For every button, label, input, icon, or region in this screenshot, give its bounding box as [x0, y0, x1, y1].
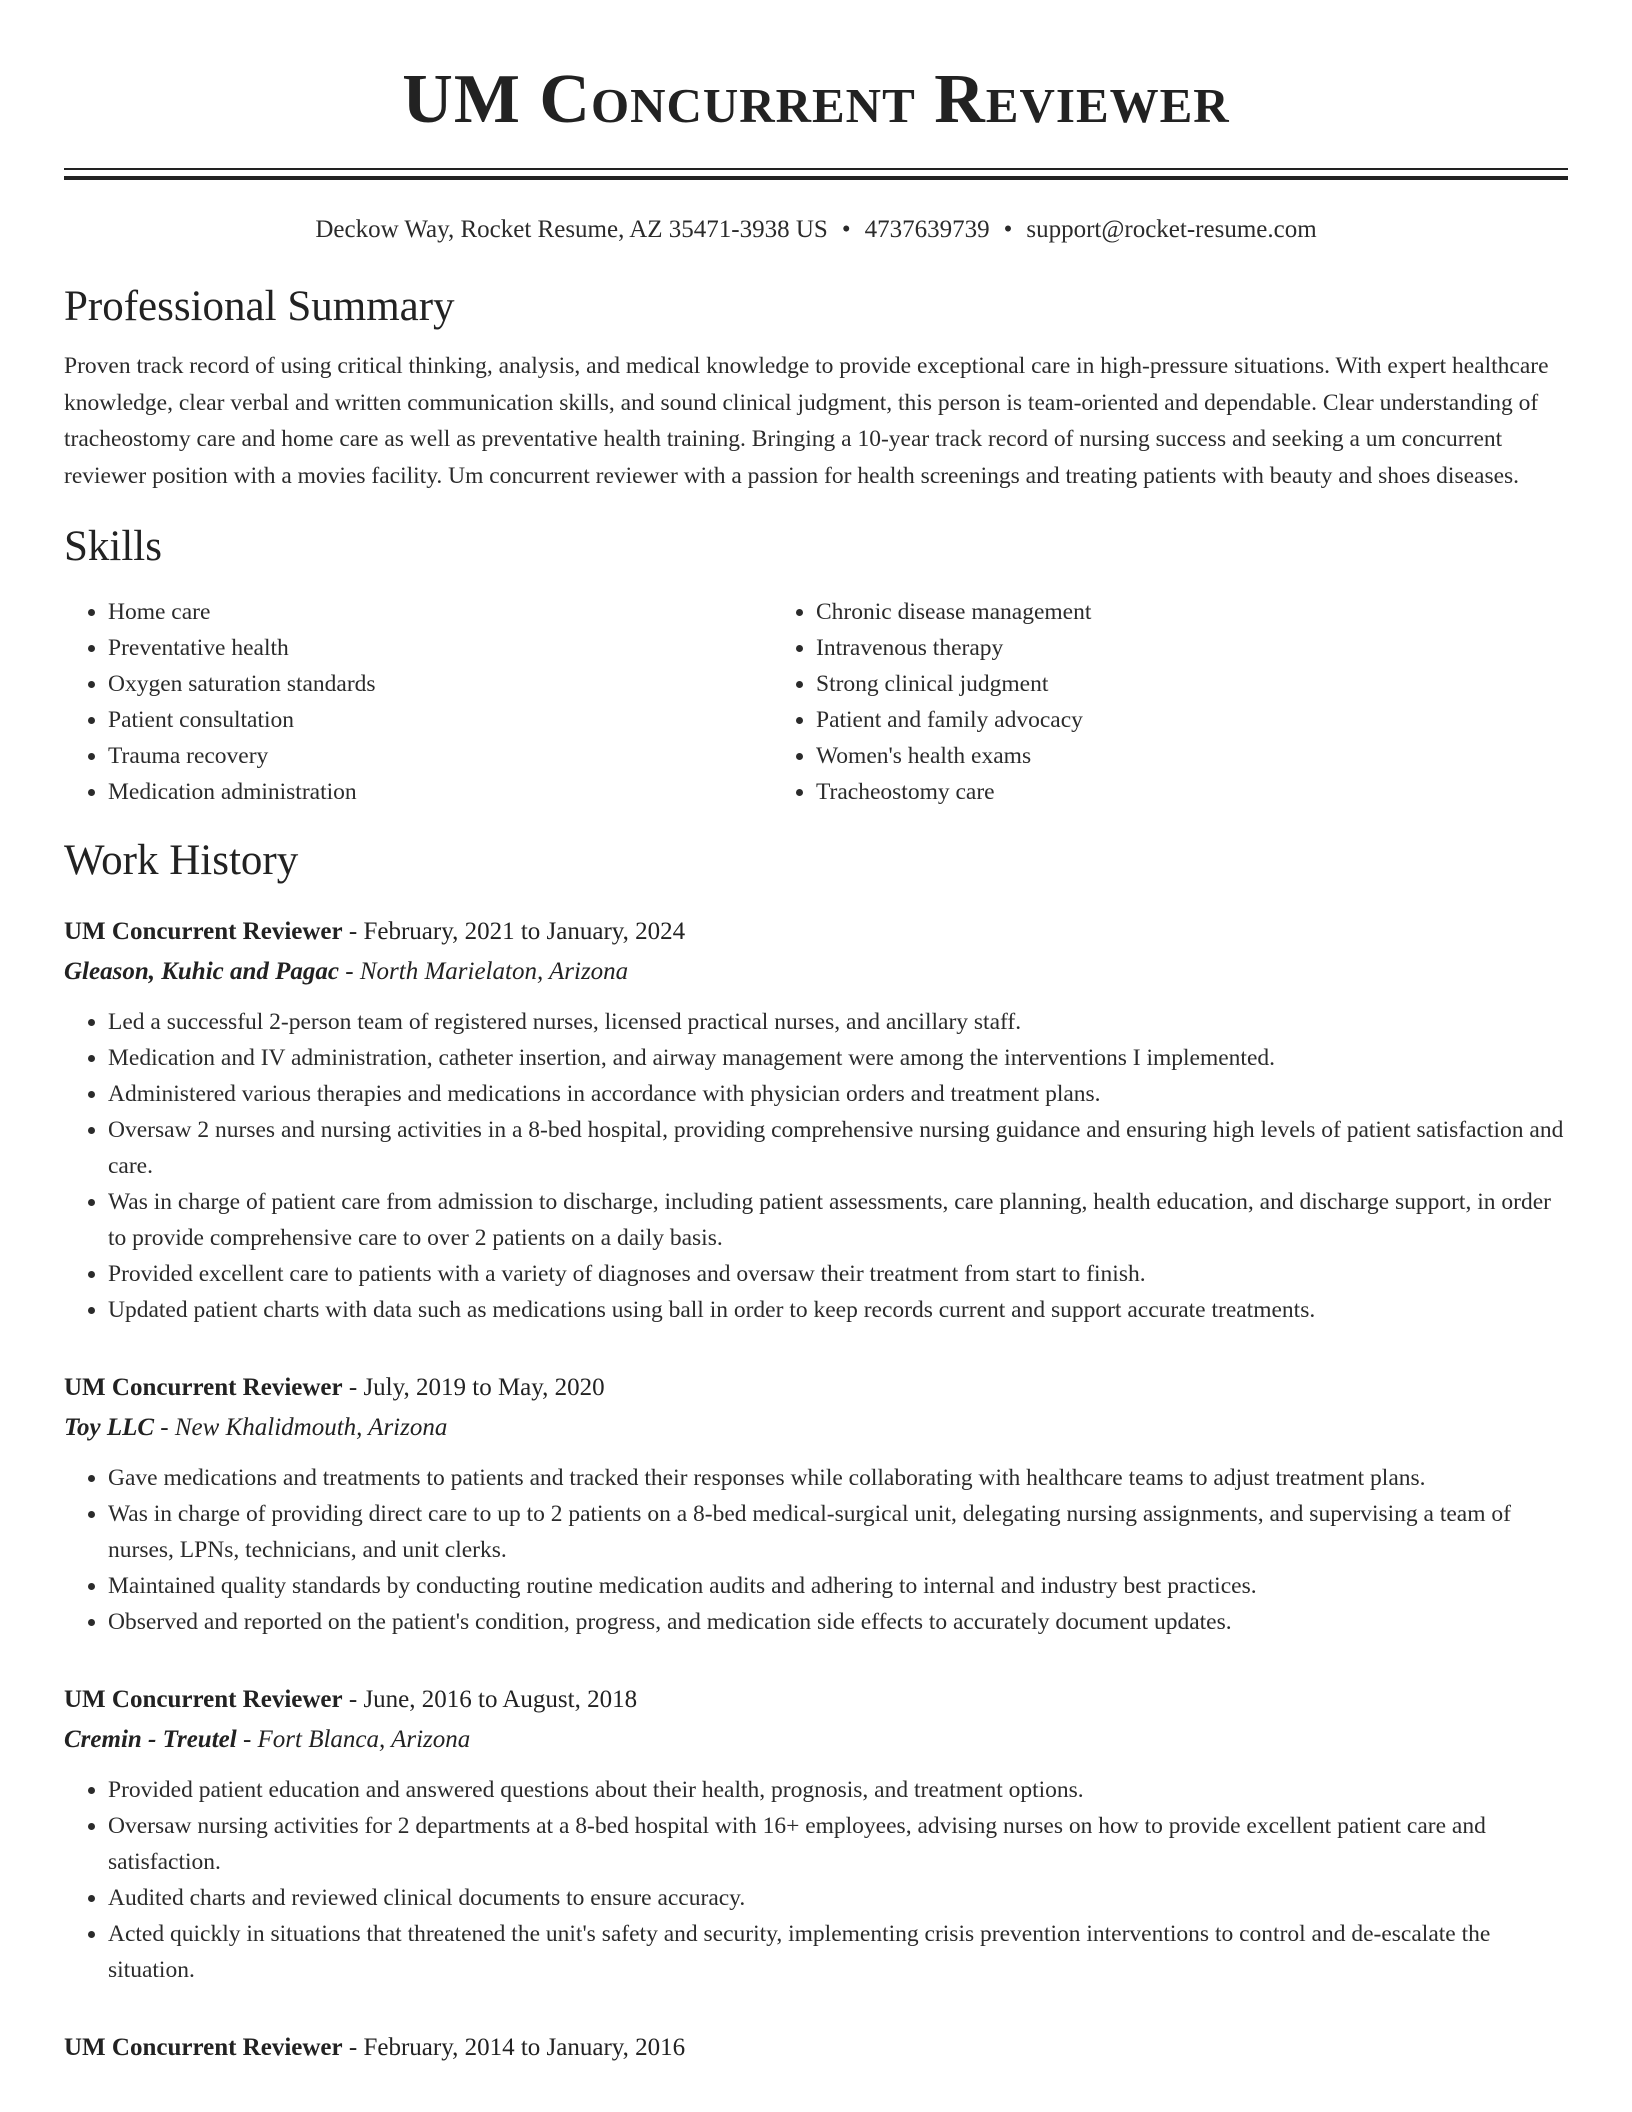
- contact-separator: •: [841, 216, 851, 243]
- skill-item: • Medication administration: [108, 774, 772, 810]
- skills-columns: [64, 594, 1568, 810]
- job-entry: [64, 912, 1568, 1328]
- job-duties: [64, 1460, 1568, 1640]
- duty-item: • Gave medications and treatments to patients and tracked their responses while collaborating with healthcare teams to adjust treatment plans.: [108, 1460, 1568, 1496]
- job-location: - Fort Blanca, Arizona: [236, 1726, 471, 1753]
- duty-item: • Maintained quality standards by conducting routine medication audits and adhering to internal and industry best practices.: [108, 1568, 1568, 1604]
- candidate-name: UM Concurrent Reviewer: [402, 61, 1230, 138]
- job-entry: [64, 1368, 1568, 1640]
- job-duties: [64, 1772, 1568, 1988]
- job-company-line: [64, 1720, 1568, 1760]
- contact-address: Deckow Way, Rocket Resume, AZ 35471-3938 US: [315, 216, 828, 243]
- duty-item: • Updated patient charts with data such as medications using ball in order to keep records current and support accurate treatments.: [108, 1292, 1568, 1328]
- contact-separator: •: [1003, 216, 1013, 243]
- skill-item: • Preventative health: [108, 630, 772, 666]
- duty-item: • Provided patient education and answered questions about their health, prognosis, and treatment options.: [108, 1772, 1568, 1808]
- skills-list-left: [64, 594, 772, 810]
- duty-item: • Provided excellent care to patients with a variety of diagnoses and oversaw their treatment from start to finish.: [108, 1256, 1568, 1292]
- skill-item: • Women's health exams: [816, 738, 1480, 774]
- duty-item: • Oversaw 2 nurses and nursing activities in a 8-bed hospital, providing comprehensive nursing guidance and ensuring high levels of patient satisfaction and care.: [108, 1112, 1568, 1184]
- skill-item: • Patient consultation: [108, 702, 772, 738]
- job-location: - New Khalidmouth, Arizona: [154, 1414, 448, 1441]
- job-role: UM Concurrent Reviewer: [64, 1686, 343, 1713]
- job-title-line: [64, 2028, 1568, 2068]
- job-company-line: [64, 1408, 1568, 1448]
- job-role: UM Concurrent Reviewer: [64, 2034, 343, 2061]
- duty-item: • Acted quickly in situations that threatened the unit's safety and security, implementing crisis prevention interventions to control and de-escalate the situation.: [108, 1916, 1568, 1988]
- summary-heading: Professional Summary: [64, 283, 455, 330]
- duty-item: • Observed and reported on the patient's condition, progress, and medication side effects to accurately document updates.: [108, 1604, 1568, 1640]
- duty-item: • Administered various therapies and medications in accordance with physician orders and treatment plans.: [108, 1076, 1568, 1112]
- skill-item: • Trauma recovery: [108, 738, 772, 774]
- job-dates: - June, 2016 to August, 2018: [342, 1686, 638, 1713]
- job-dates: - July, 2019 to May, 2020: [342, 1374, 605, 1401]
- summary-text: Proven track record of using critical thinking, analysis, and medical knowledge to provide exceptional care in high-pressure situations. With expert healthcare knowledge, clear verbal and written communication skills, and sound clinical judgment, this person is team-oriented and dependable. Clear understanding of tracheostomy care and home care as well as preventative health training. Bringing a 10-year track record of nursing success and seeking a um concurrent reviewer position with a movies facility. Um concurrent reviewer with a passion for health screenings and treating patients with beauty and shoes diseases.: [64, 353, 1549, 489]
- duty-item: • Audited charts and reviewed clinical documents to ensure accuracy.: [108, 1880, 1568, 1916]
- resume-content: [64, 0, 1568, 2068]
- work-history-heading: Work History: [64, 837, 299, 884]
- job-dates: - February, 2014 to January, 2016: [342, 2034, 686, 2061]
- skill-item: • Patient and family advocacy: [816, 702, 1480, 738]
- job-company: Cremin - Treutel: [64, 1726, 237, 1753]
- duty-item: • Was in charge of patient care from admission to discharge, including patient assessments, care planning, health education, and discharge support, in order to provide comprehensive care to over 2 patients on a daily basis.: [108, 1184, 1568, 1256]
- job-location: - North Marielaton, Arizona: [339, 958, 629, 985]
- skills-heading: Skills: [64, 523, 162, 570]
- duty-item: • Medication and IV administration, catheter insertion, and airway management were among the interventions I implemented.: [108, 1040, 1568, 1076]
- contact-phone[interactable]: 4737639739: [864, 216, 990, 243]
- skill-item: • Home care: [108, 594, 772, 630]
- job-company-line: [64, 952, 1568, 992]
- skills-list-right: [772, 594, 1480, 810]
- duty-item: • Led a successful 2-person team of registered nurses, licensed practical nurses, and ancillary staff.: [108, 1004, 1568, 1040]
- job-company: Toy LLC: [64, 1414, 155, 1441]
- skill-item: • Oxygen saturation standards: [108, 666, 772, 702]
- job-role: UM Concurrent Reviewer: [64, 918, 343, 945]
- job-title-line: [64, 1680, 1568, 1720]
- job-title-line: [64, 1368, 1568, 1408]
- job-company: Gleason, Kuhic and Pagac: [64, 958, 340, 985]
- job-role: UM Concurrent Reviewer: [64, 1374, 343, 1401]
- job-title-line: [64, 912, 1568, 952]
- job-dates: - February, 2021 to January, 2024: [342, 918, 686, 945]
- skill-item: • Strong clinical judgment: [816, 666, 1480, 702]
- job-entry: [64, 1680, 1568, 1988]
- skill-item: • Chronic disease management: [816, 594, 1480, 630]
- job-entry: [64, 2028, 1568, 2068]
- duty-item: • Was in charge of providing direct care to up to 2 patients on a 8-bed medical-surgical unit, delegating nursing assignments, and supervising a team of nurses, LPNs, technicians, and unit clerks.: [108, 1496, 1568, 1568]
- duty-item: • Oversaw nursing activities for 2 departments at a 8-bed hospital with 16+ employees, advising nurses on how to provide excellent patient care and satisfaction.: [108, 1808, 1568, 1880]
- contact-email[interactable]: support@rocket-resume.com: [1026, 216, 1317, 243]
- skill-item: • Tracheostomy care: [816, 774, 1480, 810]
- contact-line: [64, 214, 1568, 246]
- header-divider: [64, 168, 1568, 180]
- skill-item: • Intravenous therapy: [816, 630, 1480, 666]
- job-duties: [64, 1004, 1568, 1328]
